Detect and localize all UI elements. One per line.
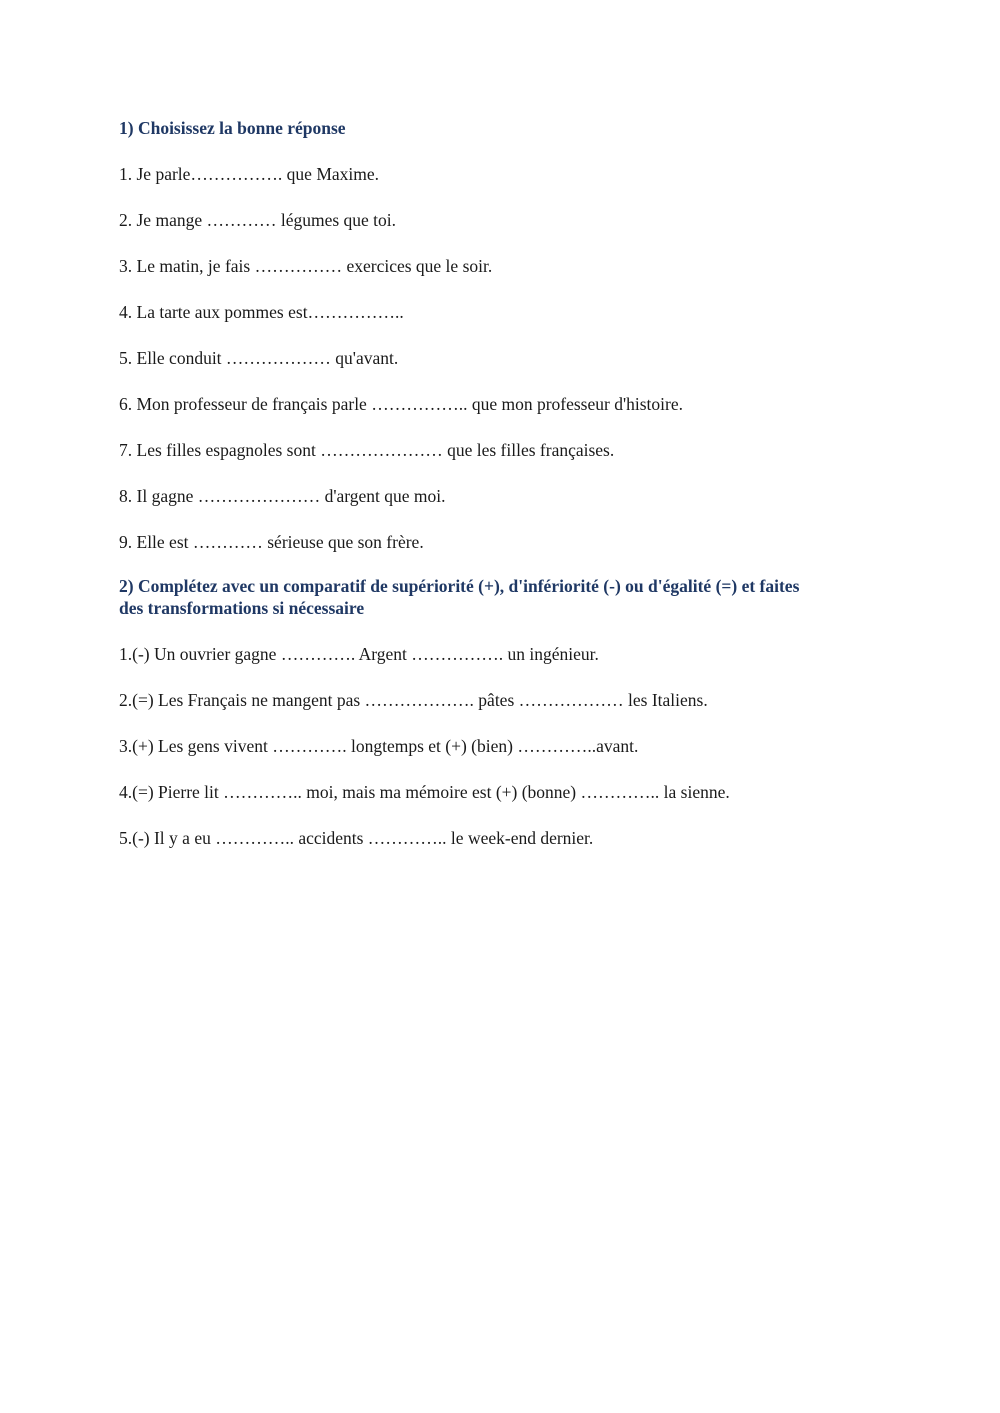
exercise-2-item-5: 5.(-) Il y a eu ………….. accidents ………….. le week-end dernier.: [119, 828, 594, 848]
exercise-1-item-8: 8. Il gagne ………………… d'argent que moi.: [119, 486, 446, 506]
exercise-1-item-3: 3. Le matin, je fais …………… exercices que le soir.: [119, 256, 493, 276]
exercise-1-item-4: 4. La tarte aux pommes est……………..: [119, 302, 404, 322]
exercise-2-item-2: 2.(=) Les Français ne mangent pas ………………. pâtes ……………… les Italiens.: [119, 690, 708, 710]
section-2-heading-line-2: des transformations si nécessaire: [119, 598, 365, 618]
exercise-1-item-1: 1. Je parle……………. que Maxime.: [119, 164, 380, 184]
section-2-heading-line-1: 2) Complétez avec un comparatif de supériorité (+), d'infériorité (-) ou d'égalité (=) et faites: [119, 576, 800, 596]
exercise-1-item-7: 7. Les filles espagnoles sont ………………… que les filles françaises.: [119, 440, 615, 460]
exercise-1-item-9: 9. Elle est ………… sérieuse que son frère.: [119, 532, 424, 552]
section-1-heading: 1) Choisissez la bonne réponse: [119, 118, 346, 138]
exercise-2-item-3: 3.(+) Les gens vivent …………. longtemps et (+) (bien) …………..avant.: [119, 736, 639, 756]
exercise-1-item-2: 2. Je mange ………… légumes que toi.: [119, 210, 397, 230]
exercise-1-item-6: 6. Mon professeur de français parle …………….. que mon professeur d'histoire.: [119, 394, 683, 414]
exercise-2-item-1: 1.(-) Un ouvrier gagne …………. Argent ……………. un ingénieur.: [119, 644, 599, 664]
exercise-1-item-5: 5. Elle conduit ……………… qu'avant.: [119, 348, 399, 368]
worksheet-content: [119, 117, 919, 849]
exercise-2-item-4: 4.(=) Pierre lit ………….. moi, mais ma mémoire est (+) (bonne) ………….. la sienne.: [119, 782, 730, 802]
section-2-heading: [119, 575, 919, 619]
